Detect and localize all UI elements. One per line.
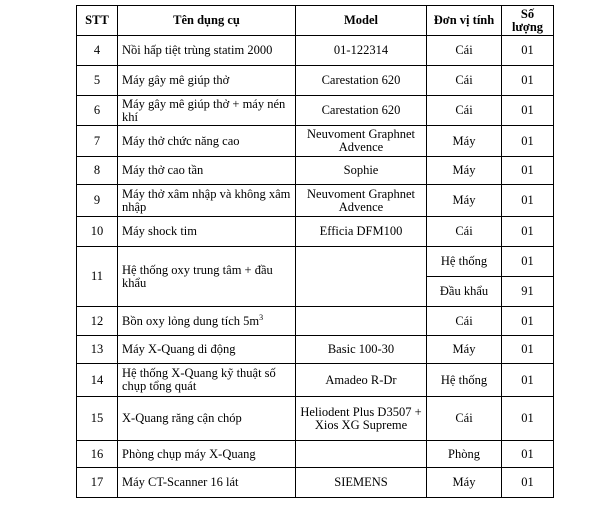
equipment-table: [76, 5, 554, 498]
cell-model: SIEMENS: [296, 468, 427, 498]
table-row: [77, 96, 554, 126]
cell-name: Máy X-Quang di động: [118, 336, 296, 364]
cell-name: Máy thở chức năng cao: [118, 126, 296, 157]
cell-qty: 01: [502, 364, 554, 397]
cell-unit: Cái: [427, 307, 502, 336]
cell-unit: Máy: [427, 126, 502, 157]
cell-unit: Máy: [427, 185, 502, 217]
table-row: [77, 364, 554, 397]
cell-qty: 01: [502, 157, 554, 185]
cell-unit: Máy: [427, 157, 502, 185]
cell-stt: 9: [77, 185, 118, 217]
cell-unit: Cái: [427, 397, 502, 441]
table-row: [77, 336, 554, 364]
cell-qty: 01: [502, 96, 554, 126]
cell-name: X-Quang răng cận chóp: [118, 397, 296, 441]
table-row: [77, 468, 554, 498]
cell-unit: Cái: [427, 36, 502, 66]
cell-stt: 5: [77, 66, 118, 96]
cell-name: Hệ thống X-Quang kỹ thuật số chụp tổng quát: [118, 364, 296, 397]
cell-unit: Máy: [427, 468, 502, 498]
cell-name: Máy thở cao tần: [118, 157, 296, 185]
cell-name: Máy thở xâm nhập và không xâm nhập: [118, 185, 296, 217]
table-row: [77, 126, 554, 157]
cell-stt: 4: [77, 36, 118, 66]
cell-qty: 01: [502, 336, 554, 364]
cell-unit: Máy: [427, 336, 502, 364]
cell-qty: 01: [502, 217, 554, 247]
cell-unit: Phòng: [427, 441, 502, 468]
cell-unit: Cái: [427, 96, 502, 126]
cell-model: [296, 441, 427, 468]
cell-model: Neuvoment Graphnet Advence: [296, 185, 427, 217]
cell-name: Nồi hấp tiệt trùng statim 2000: [118, 36, 296, 66]
cell-name-superscript: 3: [259, 312, 264, 322]
cell-name: Máy shock tim: [118, 217, 296, 247]
cell-name-text: Bồn oxy lỏng dung tích 5m: [122, 313, 260, 328]
cell-model: Efficia DFM100: [296, 217, 427, 247]
cell-qty: 01: [502, 66, 554, 96]
cell-model: [296, 307, 427, 336]
cell-stt: 12: [77, 307, 118, 336]
cell-qty: 91: [502, 277, 554, 307]
table-row: [77, 157, 554, 185]
cell-model: Neuvoment Graphnet Advence: [296, 126, 427, 157]
cell-unit: Cái: [427, 66, 502, 96]
cell-name: Máy gây mê giúp thở: [118, 66, 296, 96]
cell-name: Máy CT-Scanner 16 lát: [118, 468, 296, 498]
cell-stt: 13: [77, 336, 118, 364]
cell-model: Carestation 620: [296, 66, 427, 96]
cell-qty: 01: [502, 397, 554, 441]
cell-stt: 10: [77, 217, 118, 247]
cell-stt: 17: [77, 468, 118, 498]
cell-model: [296, 247, 427, 307]
cell-name: Hệ thống oxy trung tâm + đầu khẩu: [118, 247, 296, 307]
cell-model: 01-122314: [296, 36, 427, 66]
cell-model: Sophie: [296, 157, 427, 185]
cell-model: Basic 100-30: [296, 336, 427, 364]
cell-qty: 01: [502, 36, 554, 66]
table-row: [77, 247, 554, 277]
cell-name: Phòng chụp máy X-Quang: [118, 441, 296, 468]
cell-stt: 7: [77, 126, 118, 157]
cell-qty: 01: [502, 468, 554, 498]
table-row: [77, 66, 554, 96]
header-model: Model: [296, 6, 427, 36]
cell-name: Máy gây mê giúp thở + máy nén khí: [118, 96, 296, 126]
cell-unit: Đầu khẩu: [427, 277, 502, 307]
cell-unit: Cái: [427, 217, 502, 247]
cell-model: Carestation 620: [296, 96, 427, 126]
cell-name: [118, 307, 296, 336]
header-row: [77, 6, 554, 36]
cell-stt: 11: [77, 247, 118, 307]
cell-qty: 01: [502, 185, 554, 217]
table-row: [77, 36, 554, 66]
cell-stt: 14: [77, 364, 118, 397]
table-row: [77, 217, 554, 247]
table-row: [77, 397, 554, 441]
cell-qty: 01: [502, 307, 554, 336]
cell-stt: 15: [77, 397, 118, 441]
table-row: [77, 307, 554, 336]
header-qty: Số lượng: [502, 6, 554, 36]
cell-model: Heliodent Plus D3507 + Xios XG Supreme: [296, 397, 427, 441]
cell-qty: 01: [502, 441, 554, 468]
table-row: [77, 185, 554, 217]
header-unit: Đơn vị tính: [427, 6, 502, 36]
cell-unit: Hệ thống: [427, 364, 502, 397]
cell-qty: 01: [502, 247, 554, 277]
header-stt: STT: [77, 6, 118, 36]
table-row: [77, 441, 554, 468]
cell-qty: 01: [502, 126, 554, 157]
header-name: Tên dụng cụ: [118, 6, 296, 36]
cell-model: Amadeo R-Dr: [296, 364, 427, 397]
cell-stt: 16: [77, 441, 118, 468]
cell-stt: 8: [77, 157, 118, 185]
cell-stt: 6: [77, 96, 118, 126]
cell-unit: Hệ thống: [427, 247, 502, 277]
